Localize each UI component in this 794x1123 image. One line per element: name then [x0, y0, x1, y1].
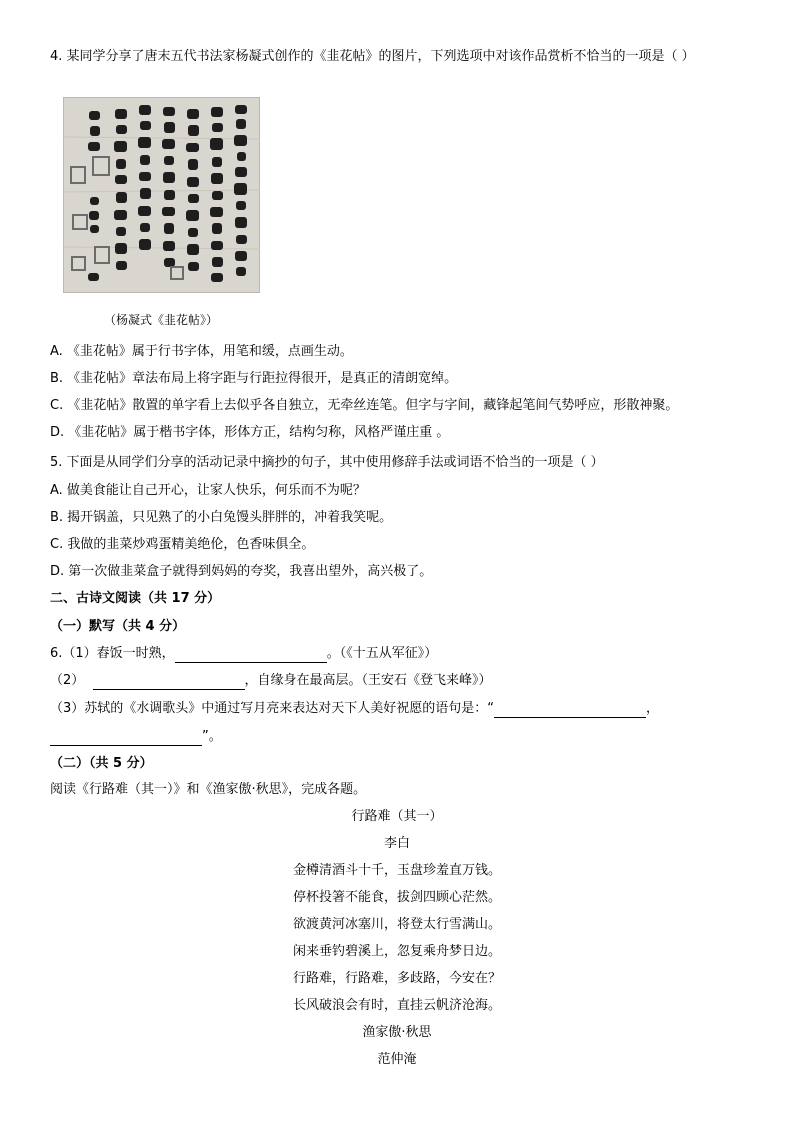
q6-2-suffix: ，自缘身在最高层。（王安石《登飞来峰》） [244, 673, 492, 688]
q4-option-a: A. 《韭花帖》属于行书字体，用笔和缓，点画生动。 [50, 344, 353, 359]
answer-blank-2[interactable] [93, 675, 245, 690]
q4-option-c: C. 《韭花帖》散置的单字看上去似乎各自独立，无牵丝连笔。但字与字间，藏锋起笔间气势呼应，形散神聚。 [50, 398, 679, 413]
q6-1-prefix: 6.（1）舂饭一时熟， [50, 646, 175, 661]
image-caption: （杨凝式《韭花帖》） [104, 313, 219, 327]
poem1-line: 停杯投箸不能食，拔剑四顾心茫然。 [292, 890, 501, 905]
subsection-title-2: （二）（共 5 分） [50, 756, 153, 771]
q6-3-comma: ， [646, 701, 660, 716]
q4-option-b: B. 《韭花帖》章法布局上将字距与行距拉得很开，是真正的清朗宽绰。 [50, 371, 458, 386]
q6-1-suffix: 。（《十五从军征》） [326, 646, 438, 661]
q5-option-c: C. 我做的韭菜炒鸡蛋精美绝伦，色香味俱全。 [50, 537, 315, 552]
answer-blank-1[interactable] [175, 648, 327, 663]
q5-option-d: D. 第一次做韭菜盒子就得到妈妈的夸奖，我喜出望外，高兴极了。 [50, 564, 433, 579]
section-title: 二、古诗文阅读（共 17 分） [50, 591, 221, 606]
q6-3-suffix: ”。 [202, 729, 222, 744]
q6-item-3-cont [50, 728, 222, 746]
q5-stem: 5. 下面是从同学们分享的活动记录中摘抄的句子，其中使用修辞手法或词语不恰当的一项是（ ） [50, 455, 604, 470]
q4-option-d: D. 《韭花帖》属于楷书字体，形体方正，结构匀称，风格严谨庄重 。 [50, 425, 450, 440]
answer-blank-4[interactable] [50, 731, 202, 746]
reading-intro: 阅读《行路难（其一）》和《渔家傲·秋思》，完成各题。 [50, 782, 367, 797]
poem1-title: 行路难（其一） [351, 809, 443, 824]
q6-3-prefix: （3）苏轼的《水调歌头》中通过写月亮来表达对天下人美好祝愿的语句是：“ [50, 701, 495, 716]
poem1-author: 李白 [383, 836, 410, 851]
poem1-line: 长风破浪会有时，直挂云帆济沧海。 [292, 998, 501, 1013]
poem1-line: 闲来垂钓碧溪上，忽复乘舟梦日边。 [292, 944, 501, 959]
poem2-author: 范仲淹 [377, 1052, 417, 1067]
q6-item-1 [50, 645, 437, 663]
q4-stem: 4. 某同学分享了唐末五代书法家杨凝式创作的《韭花帖》的图片，下列选项中对该作品赏析不恰当的一项是（ ） [50, 49, 695, 64]
q6-2-prefix: （2） [50, 673, 85, 688]
subsection-title-1: （一）默写（共 4 分） [50, 619, 186, 634]
poem1-line: 欲渡黄河冰塞川，将登太行雪满山。 [292, 917, 501, 932]
answer-blank-3[interactable] [494, 703, 646, 718]
poem2-title: 渔家傲·秋思 [362, 1025, 432, 1040]
q5-option-a: A. 做美食能让自己开心，让家人快乐，何乐而不为呢？ [50, 483, 366, 498]
poem1-line: 金樽清酒斗十千，玉盘珍羞直万钱。 [292, 863, 501, 878]
q5-option-b: B. 揭开锅盖，只见熟了的小白兔馒头胖胖的，冲着我笑呢。 [50, 510, 393, 525]
q6-item-3 [50, 700, 659, 718]
q6-item-2 [50, 672, 492, 690]
calligraphy-image [63, 97, 260, 293]
poem1-line: 行路难，行路难，多歧路，今安在？ [292, 971, 501, 986]
